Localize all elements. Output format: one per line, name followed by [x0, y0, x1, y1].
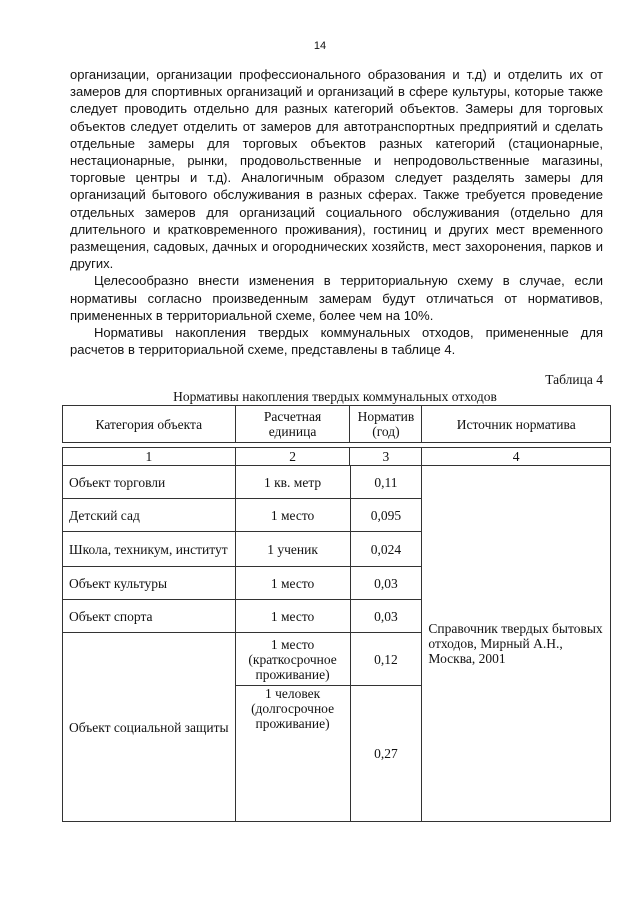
col-number: 3	[350, 448, 422, 466]
paragraph: Нормативы накопления твердых коммунальных отходов, примененные для расчетов в территориальной схеме, представлены в таблице 4.	[70, 325, 603, 358]
table-row	[63, 466, 611, 499]
header-unit: Расчетная единица	[235, 406, 350, 443]
page-number: 14	[313, 40, 327, 52]
category-cell: Объект культуры	[63, 567, 236, 600]
unit-cell: 1 место	[235, 567, 350, 600]
norm-cell: 0,03	[350, 567, 422, 600]
norm-cell: 0,12	[350, 633, 422, 686]
unit-cell: 1 человек (долгосрочное проживание)	[235, 686, 350, 822]
header-source: Источник норматива	[422, 406, 611, 443]
body-text	[70, 66, 603, 358]
category-cell: Объект социальной защиты	[63, 633, 236, 822]
category-cell: Объект спорта	[63, 600, 236, 633]
norm-cell: 0,03	[350, 600, 422, 633]
table-header	[62, 405, 611, 443]
unit-cell: 1 место	[235, 600, 350, 633]
norm-cell: 0,095	[350, 499, 422, 532]
paragraph: Целесообразно внести изменения в территориальную схему в случае, если нормативы согласно произведенным замерам будут отличаться от нормативов, примененных в территориальной схеме, более чем на 10%.	[70, 273, 603, 323]
source-cell: Справочник твердых бытовых отходов, Мирный А.Н., Москва, 2001	[422, 466, 611, 822]
table-body	[62, 465, 611, 822]
table-column-numbers	[62, 447, 611, 466]
norm-cell: 0,024	[350, 532, 422, 567]
unit-cell: 1 место (краткосрочное проживание)	[235, 633, 350, 686]
table-label: Таблица 4	[545, 372, 603, 387]
unit-cell: 1 кв. метр	[235, 466, 350, 499]
unit-cell: 1 ученик	[235, 532, 350, 567]
category-cell: Школа, техникум, институт	[63, 532, 236, 567]
col-number: 2	[235, 448, 350, 466]
norm-cell: 0,27	[350, 686, 422, 822]
paragraph: организации, организации профессионального образования и т.д) и отделить их от замеров для спортивных организаций и организаций в сфере культуры, которые также следует проводить отдельно для разных категорий объектов. Замеры для торговых объектов следует отделить от замеров для автотранспортных предприятий и сделать отдельные замеры для торговых объектов разных категорий (стационарные, нестационарные, рынки, продовольственные и непродовольственные магазины, торговые центры и т.д). Аналогичным образом следует разделять замеры для организаций бытового обслуживания в разных сферах. Также требуется проведение отдельных замеров для организаций социального обслуживания (отдельно для длительного и кратковременного проживания), гостиниц и других мест временного размещения, садовых, дачных и огороднических хозяйств, мест захоронения, парков и других.	[70, 67, 603, 272]
col-number: 4	[422, 448, 611, 466]
header-category: Категория объекта	[63, 406, 236, 443]
table-caption: Нормативы накопления твердых коммунальных отходов	[173, 389, 497, 404]
norm-cell: 0,11	[350, 466, 422, 499]
col-number: 1	[63, 448, 236, 466]
unit-cell: 1 место	[235, 499, 350, 532]
header-norm: Норматив (год)	[350, 406, 422, 443]
category-cell: Детский сад	[63, 499, 236, 532]
category-cell: Объект торговли	[63, 466, 236, 499]
